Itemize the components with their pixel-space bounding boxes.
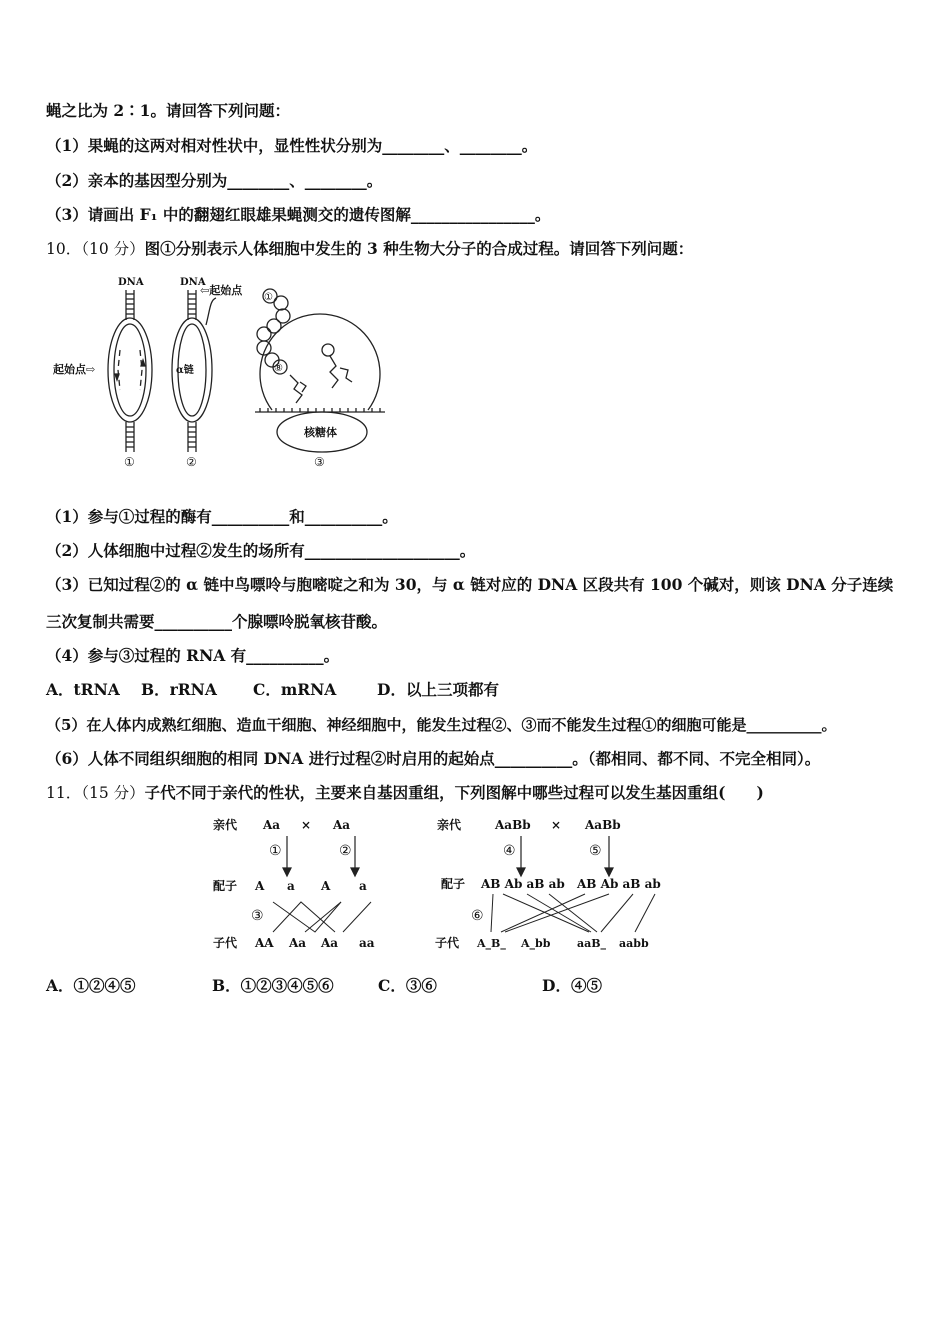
question-score: （10 分） [81,240,145,258]
gametes-parent-1: AB Ab aB ab [481,877,565,891]
question-10-part-6: （6）人体不同组织细胞的相同 DNA 进行过程②时启用的起始点__________。（都相同、都不同、不完全相同）。 [46,749,821,768]
question-10-part-4: （4）参与③过程的 RNA 有__________。 [46,646,340,665]
dna-label-2: DNA [180,277,206,288]
origin-label-left: 起始点⇨ [53,363,96,376]
child-label: 子代 [213,936,238,950]
option-a[interactable]: A．tRNA [46,680,120,699]
question-number: 11． [46,784,82,802]
option-b[interactable]: B．①②③④⑤⑥ [212,976,334,995]
question-score: （15 分） [81,784,145,802]
child-1: AA [255,936,274,950]
origin-label-right: ⇦起始点 [200,284,243,297]
step-5: ⑤ [589,843,602,859]
child-3: aaB_ [577,937,607,950]
gamete-label: 配子 [441,877,466,891]
question-number: 10． [46,240,82,258]
parent-1: Aa [263,818,281,832]
question-10-part-4-options [46,680,499,700]
question-10-part-1: （1）参与①过程的酶有__________和__________。 [46,507,398,526]
option-a[interactable]: A．①②④⑤ [46,976,136,995]
step-2: ② [339,843,352,859]
step-4: ④ [503,843,516,859]
child-1: A_B_ [477,937,506,950]
child-4: aa [359,936,375,950]
ribosome-label: 核糖体 [304,426,337,439]
question-10-part-3a: （3）已知过程②的 α 链中鸟嘌呤与胞嘧啶之和为 30，与 α 链对应的 DNA 区段共有 100 个碱对，则该 DNA 分子连续 [46,575,894,594]
child-2: A_bb [521,937,551,950]
gamete-2: a [287,879,295,893]
option-d[interactable]: D．④⑤ [542,976,602,995]
bead-1-label: ① [264,292,273,303]
parent-label: 亲代 [213,818,238,832]
diagram-replication [108,277,152,452]
cross-monohybrid [213,817,375,950]
diagram-number-3: ③ [314,455,325,469]
child-label: 子代 [435,936,460,950]
question-9-part-1: （1）果蝇的这两对相对性状中，显性性状分别为________、________。 [46,136,538,155]
step-6: ⑥ [471,908,484,924]
question-text: 图①分别表示人体细胞中发生的 3 种生物大分子的合成过程。请回答下列问题： [144,239,694,258]
option-c[interactable]: C．mRNA [253,680,337,699]
question-10-part-2: （2）人体细胞中过程②发生的场所有____________________。 [46,541,476,560]
option-d[interactable]: D．以上三项都有 [377,680,499,699]
child-4: aabb [619,937,649,950]
alpha-chain-label: α链 [176,365,194,376]
question-9-part-2: （2）亲本的基因型分别为________、________。 [46,171,383,190]
option-c[interactable]: C．③⑥ [378,976,437,995]
question-11-stem [46,783,764,803]
bead-8-label: ⑧ [274,363,283,374]
question-11-options [46,976,602,996]
question-text: 子代不同于亲代的性状，主要来自基因重组，下列图解中哪些过程可以发生基因重组( ) [144,783,764,802]
parent-label: 亲代 [437,818,462,832]
gamete-label: 配子 [213,879,238,893]
diagram-number-1: ① [124,455,135,469]
question-10-stem [46,239,693,259]
figure-genetic-crosses [205,812,675,962]
step-3: ③ [251,908,264,924]
figure-synthesis-processes [50,270,390,470]
gamete-3: A [321,879,331,893]
diagram-number-2: ② [186,455,197,469]
question-10-part-5: （5）在人体内成熟红细胞、造血干细胞、神经细胞中，能发生过程②、③而不能发生过程①的细胞可能是__________。 [46,716,837,734]
question-9-part-3: （3）请画出 F₁ 中的翻翅红眼雄果蝇测交的遗传图解________________。 [46,205,551,224]
cross-symbol: × [301,818,312,832]
dna-label-1: DNA [118,277,144,288]
text-line-1: 蝇之比为 2∶1。请回答下列问题： [46,101,290,120]
parent-2: AaBb [585,818,621,832]
step-1: ① [269,843,282,859]
gamete-4: a [359,879,367,893]
child-3: Aa [321,936,339,950]
cross-dihybrid [435,817,661,951]
parent-2: Aa [333,818,351,832]
gametes-parent-2: AB Ab aB ab [577,877,661,891]
option-b[interactable]: B．rRNA [141,680,217,699]
cross-symbol: × [551,818,562,832]
gamete-1: A [255,879,265,893]
parent-1: AaBb [495,818,531,832]
child-2: Aa [289,936,307,950]
question-10-part-3b: 三次复制共需要__________个腺嘌呤脱氧核苷酸。 [46,612,388,631]
